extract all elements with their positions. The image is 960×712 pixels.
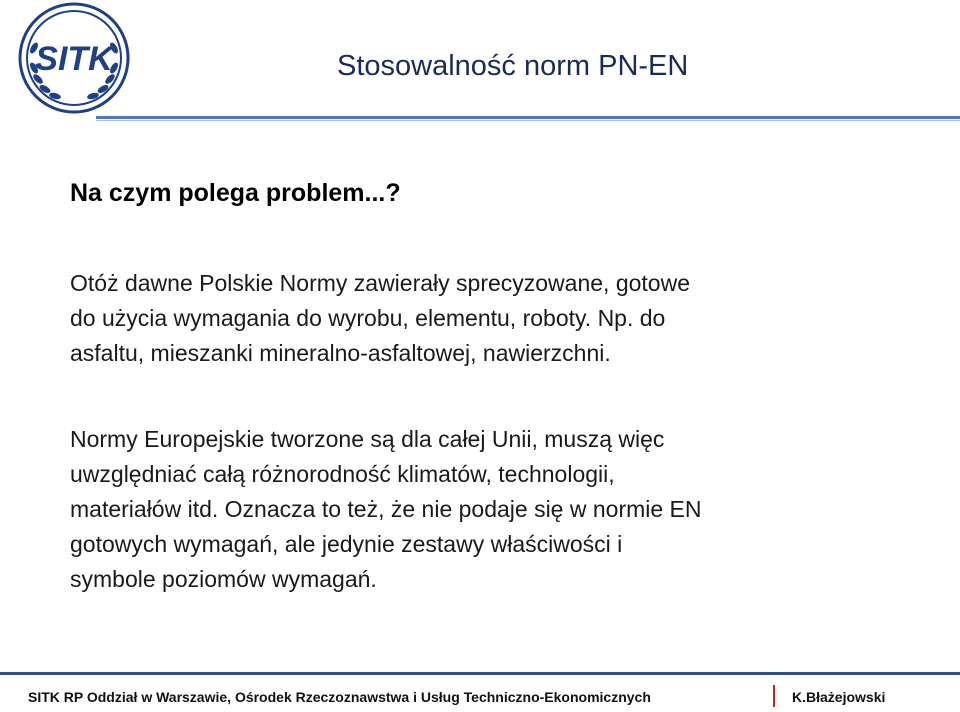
paragraph-line: gotowych wymagań, ale jedynie zestawy właściwości i (70, 531, 623, 557)
paragraph-line: symbole poziomów wymagań. (70, 566, 377, 592)
paragraph-line: do użycia wymagania do wyrobu, elementu, roboty. Np. do (70, 305, 666, 331)
paragraph-line: Otóż dawne Polskie Normy zawierały sprecyzowane, gotowe (70, 270, 690, 296)
footer-divider (0, 672, 960, 675)
footer-author: K.Błażejowski (792, 689, 886, 705)
logo-text: SITK (35, 40, 113, 78)
paragraph-line: uwzględniać całą różnorodność klimatów, technologii, (70, 461, 615, 487)
sitk-logo-emblem (18, 2, 130, 114)
section-heading: Na czym polega problem...? (70, 179, 401, 207)
paragraph-line: asfaltu, mieszanki mineralno-asfaltowej, nawierzchni. (70, 340, 611, 366)
sitk-logo (18, 2, 130, 114)
title-divider (96, 116, 960, 119)
paragraph-line: materiałów itd. Oznacza to też, że nie podaje się w normie EN (70, 496, 702, 522)
paragraph-european-standards (70, 422, 920, 597)
paragraph-line: Normy Europejskie tworzone są dla całej Unii, muszą więc (70, 426, 665, 452)
footer-organization: SITK RP Oddział w Warszawie, Ośrodek Rzeczoznawstwa i Usług Techniczno-Ekonomicznych (28, 689, 651, 705)
paragraph-old-standards (70, 266, 920, 371)
title-divider-light (96, 120, 960, 121)
slide-title: Stosowalność norm PN-EN (337, 50, 689, 82)
footer-separator (773, 685, 775, 707)
